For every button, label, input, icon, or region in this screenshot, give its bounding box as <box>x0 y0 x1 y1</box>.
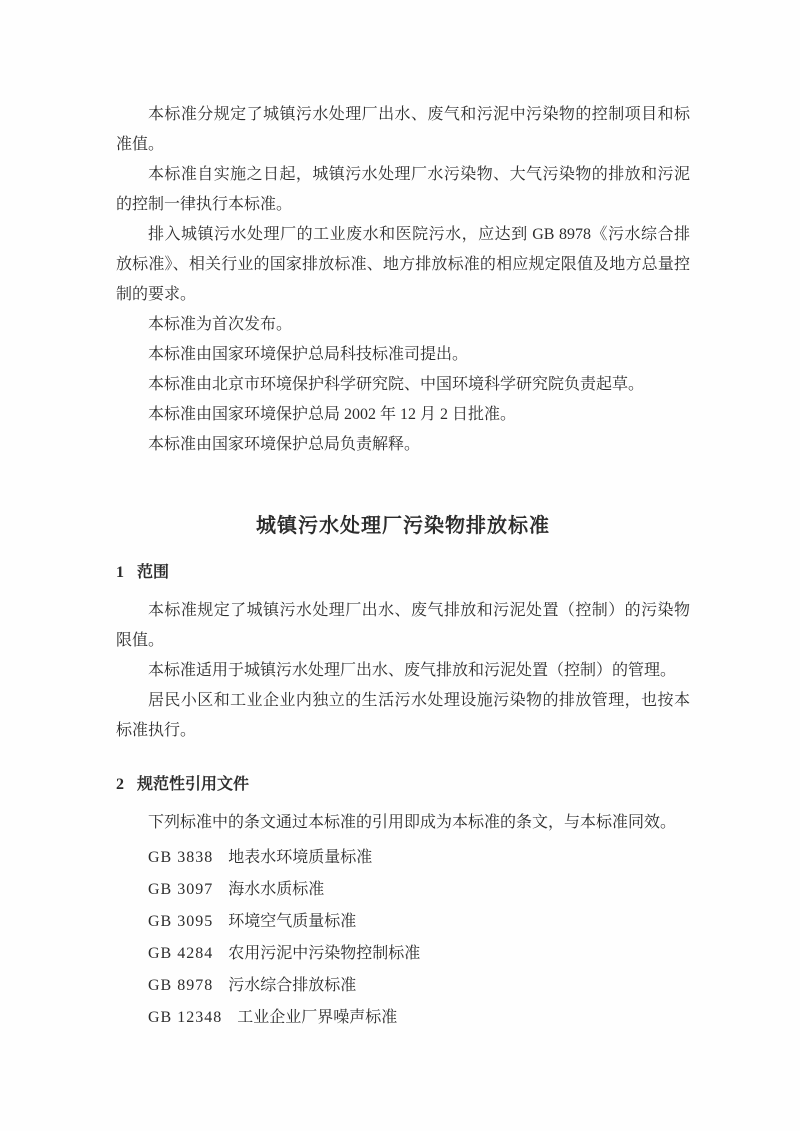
section-1-number: 1 <box>116 564 124 581</box>
reference-code: GB 3095 <box>148 913 214 930</box>
section-1-title: 范围 <box>137 564 170 581</box>
reference-row <box>116 874 690 906</box>
body-paragraph: 本标准规定了城镇污水处理厂出水、废气排放和污泥处置（控制）的污染物限值。 <box>116 602 690 649</box>
foreword-paragraph: 本标准分规定了城镇污水处理厂出水、废气和污泥中污染物的控制项目和标准值。 <box>116 106 690 153</box>
reference-title: 地表水环境质量标准 <box>228 849 373 866</box>
body-paragraph: 居民小区和工业企业内独立的生活污水处理设施污染物的排放管理，也按本标准执行。 <box>116 692 690 739</box>
body-paragraph: 下列标准中的条文通过本标准的引用即成为本标准的条文，与本标准同效。 <box>148 814 677 831</box>
foreword-paragraph: 排入城镇污水处理厂的工业废水和医院污水，应达到 GB 8978《污水综合排放标准》、相关行业的国家排放标准、地方排放标准的相应规定限值及地方总量控制的要求。 <box>116 226 690 303</box>
reference-list <box>116 842 690 1034</box>
section-normative-references <box>116 770 690 1034</box>
reference-title: 工业企业厂界噪声标准 <box>237 1009 398 1026</box>
body-paragraph: 本标准适用于城镇污水处理厂出水、废气排放和污泥处置（控制）的管理。 <box>148 662 677 679</box>
reference-row <box>116 1002 690 1034</box>
section-2-title: 规范性引用文件 <box>137 776 250 793</box>
reference-title: 环境空气质量标准 <box>228 913 357 930</box>
reference-row <box>116 938 690 970</box>
foreword-paragraph: 本标准自实施之日起，城镇污水处理厂水污染物、大气污染物的排放和污泥的控制一律执行本标准。 <box>116 166 690 213</box>
reference-row <box>116 906 690 938</box>
section-scope <box>116 558 690 746</box>
reference-row <box>116 970 690 1002</box>
reference-code: GB 4284 <box>148 945 214 962</box>
foreword-section <box>116 100 690 460</box>
reference-code: GB 3838 <box>148 849 214 866</box>
section-2-number: 2 <box>116 776 124 793</box>
foreword-paragraph: 本标准由国家环境保护总局科技标准司提出。 <box>148 346 469 363</box>
reference-title: 农用污泥中污染物控制标准 <box>228 945 421 962</box>
document-title: 城镇污水处理厂污染物排放标准 <box>256 515 550 537</box>
reference-code: GB 12348 <box>148 1009 223 1026</box>
reference-title: 污水综合排放标准 <box>228 977 357 994</box>
reference-title: 海水水质标准 <box>228 881 325 898</box>
foreword-paragraph: 本标准由国家环境保护总局负责解释。 <box>148 436 421 453</box>
section-2-heading <box>116 770 690 800</box>
foreword-paragraph: 本标准为首次发布。 <box>148 316 293 333</box>
section-1-heading <box>116 558 690 588</box>
reference-code: GB 8978 <box>148 977 214 994</box>
reference-row <box>116 842 690 874</box>
reference-code: GB 3097 <box>148 881 214 898</box>
foreword-paragraph: 本标准由北京市环境保护科学研究院、中国环境科学研究院负责起草。 <box>148 376 645 393</box>
foreword-paragraph: 本标准由国家环境保护总局 2002 年 12 月 2 日批准。 <box>148 406 517 423</box>
